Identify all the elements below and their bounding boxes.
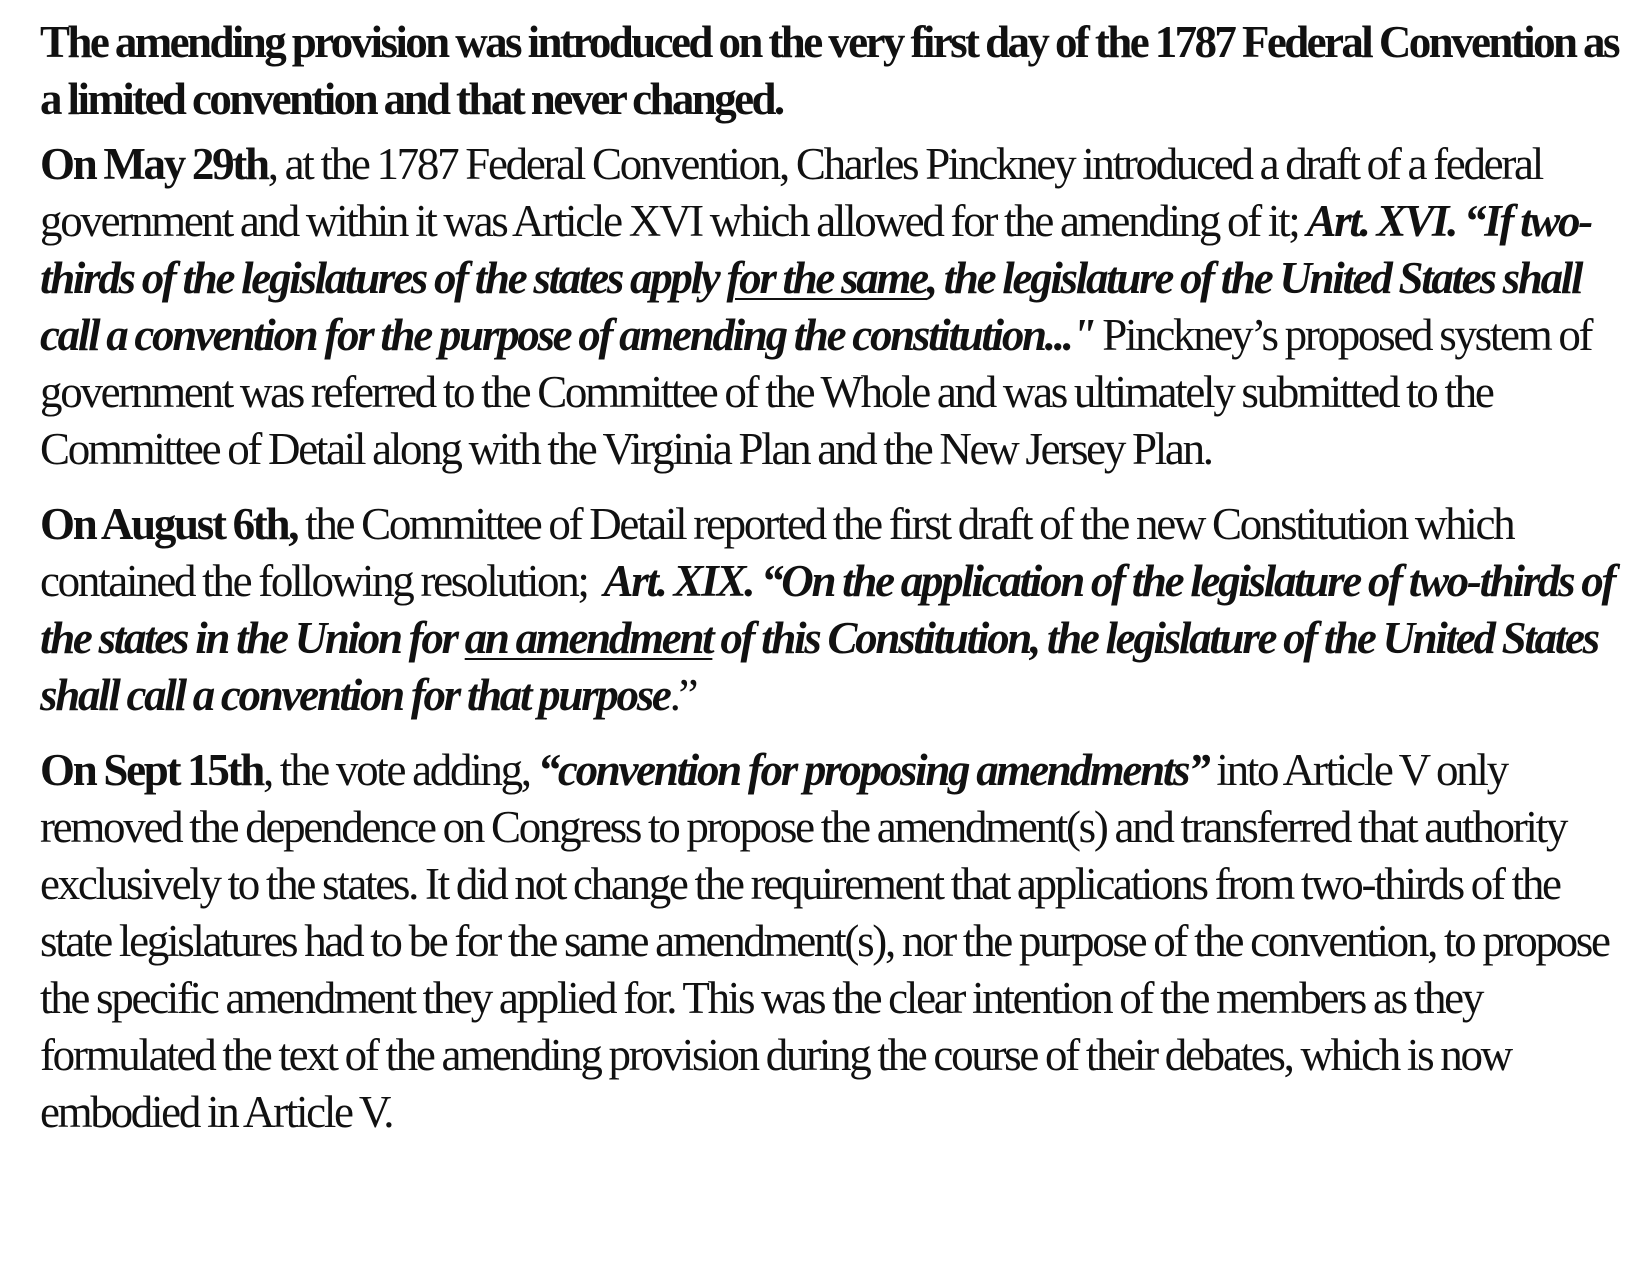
- paragraph-august-6: [40, 496, 1625, 724]
- paragraph-sept-15-text: , the vote adding,: [262, 745, 538, 795]
- article-xix-quote-end: of this Constitution, the legislature of the United States shall call a convention for that purpose: [40, 613, 1598, 720]
- headline: The amending provision was introduced on the very first day of the 1787 Federal Convention as a limited convention and that never changed.: [40, 17, 1618, 124]
- article-xix-closing-mark: .”: [669, 670, 697, 720]
- article-xvi-quote-start: Art. XVI. “If two-thirds of the legislatures of the states apply: [40, 196, 1591, 303]
- document-body: [40, 14, 1625, 1159]
- convention-phrase-quote: “convention for proposing amendments”: [537, 745, 1209, 795]
- paragraph-may-29-text: , at the 1787 Federal Convention, Charles Pinckney introduced a draft of a federal government and within it was Article XVI which allowed for the amending of it;: [40, 139, 1542, 246]
- article-xix-underlined-phrase: an amendment: [464, 613, 713, 663]
- article-xvi-underlined-phrase: for the same: [726, 253, 927, 303]
- date-august-6: On August 6th,: [40, 499, 298, 549]
- paragraph-may-29: [40, 136, 1625, 478]
- paragraph-may-29-text-continued: Pinckney’s proposed system of government was referred to the Committee of the Whole and was ultimately submitted to the Committee of Detail along with the Virginia Plan and the New Jersey Plan.: [40, 310, 1592, 474]
- paragraph-sept-15-text-continued: into Article V only removed the dependence on Congress to propose the amendment(s) and transferred that authority exclusively to the states. It did not change the requirement that applications from two-thirds of the state legislatures had to be for the same amendment(s), nor the purpose of the convention, to propose the specific amendment they applied for. This was the clear intention of the members as they formulated the text of the amending provision during the course of their debates, which is now embodied in Article V.: [40, 745, 1609, 1137]
- date-sept-15: On Sept 15th: [40, 745, 263, 795]
- article-xix-quote-start: Art. XIX. “On the application of the legislature of two-thirds of the states in the Union for: [40, 556, 1615, 663]
- paragraph-august-6-text: the Committee of Detail reported the first draft of the new Constitution which contained the following resolution;: [40, 499, 1514, 606]
- date-may-29: On May 29th: [40, 139, 268, 189]
- paragraph-sept-15: [40, 742, 1625, 1141]
- article-xvi-quote-end: , the legislature of the United States shall call a convention for the purpose of amending the constitution...": [40, 253, 1582, 360]
